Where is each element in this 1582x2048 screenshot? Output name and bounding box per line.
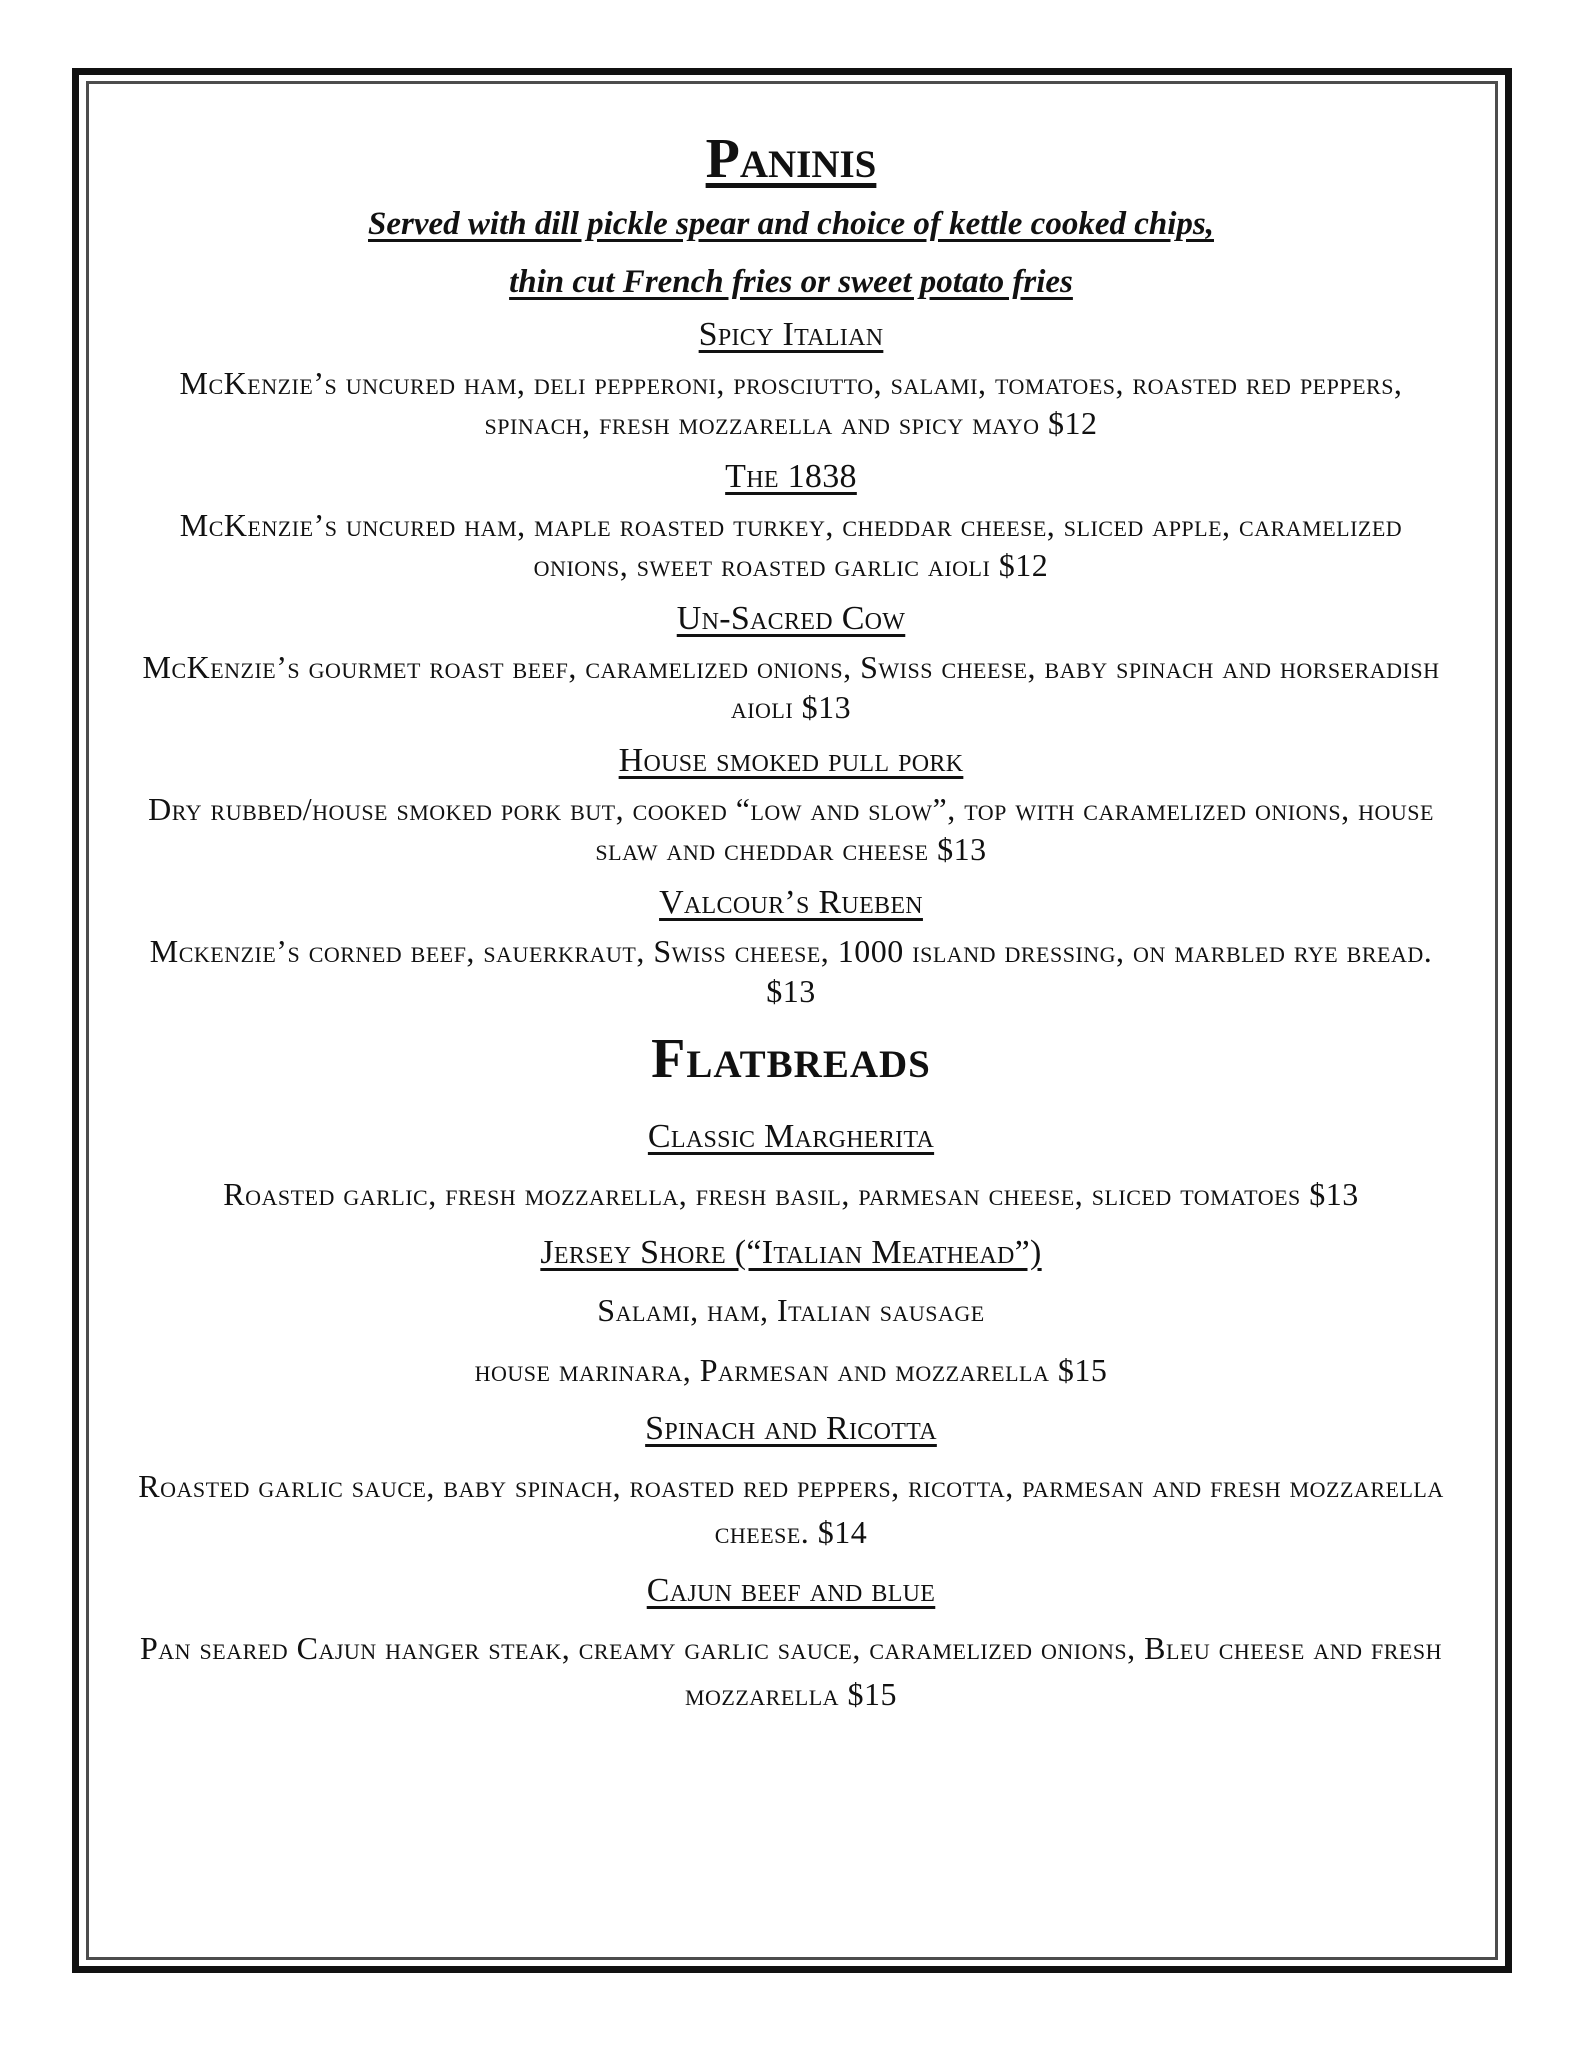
menu-item (130, 1569, 1452, 1717)
item-name: Cajun beef and blue (646, 1572, 936, 1609)
item-description: Dry rubbed/house smoked pork but, cooked “low and slow”, top with caramelized onions, house slaw and cheddar cheese $13 (148, 791, 1434, 867)
item-name: The 1838 (725, 458, 857, 495)
menu-item (130, 1115, 1452, 1217)
item-name: Jersey Shore (“Italian Meathead”) (540, 1234, 1042, 1271)
menu-item (130, 1231, 1452, 1393)
menu-content (130, 120, 1452, 1731)
item-description: Mckenzie’s corned beef, sauerkraut, Swiss cheese, 1000 island dressing, on marbled rye bread. $13 (149, 933, 1433, 1009)
menu-item (130, 313, 1452, 443)
menu-item (130, 597, 1452, 727)
item-name: Valcour’s Rueben (659, 884, 923, 921)
item-description: McKenzie’s uncured ham, deli pepperoni, prosciutto, salami, tomatoes, roasted red peppers, spinach, fresh mozzarella and spicy mayo $12 (179, 365, 1403, 441)
item-description: McKenzie’s gourmet roast beef, caramelized onions, Swiss cheese, baby spinach and horseradish aioli $13 (142, 649, 1440, 725)
item-name: Spinach and Ricotta (645, 1410, 937, 1447)
paninis-section (130, 123, 1452, 1011)
menu-item (130, 1407, 1452, 1555)
paninis-title: Paninis (705, 128, 877, 190)
item-name: House smoked pull pork (618, 742, 964, 779)
item-description: Pan seared Cajun hanger steak, creamy garlic sauce, caramelized onions, Bleu cheese and fresh mozzarella $15 (139, 1630, 1442, 1712)
item-description: Roasted garlic, fresh mozzarella, fresh basil, parmesan cheese, sliced tomatoes $13 (223, 1176, 1359, 1212)
item-description-line1: Salami, ham, Italian sausage (597, 1292, 985, 1328)
paninis-subtitle-line2: thin cut French fries or sweet potato fries (509, 264, 1073, 300)
menu-item (130, 881, 1452, 1011)
item-description (130, 1287, 1452, 1393)
menu-item (130, 455, 1452, 585)
item-name: Un-Sacred Cow (676, 600, 906, 637)
paninis-subtitle-line1: Served with dill pickle spear and choice of kettle cooked chips, (368, 206, 1214, 242)
item-description-line2: house marinara, Parmesan and mozzarella $15 (474, 1352, 1108, 1388)
item-description: Roasted garlic sauce, baby spinach, roasted red peppers, ricotta, parmesan and fresh mozzarella cheese. $14 (138, 1468, 1444, 1550)
item-name: Classic Margherita (647, 1118, 935, 1155)
flatbreads-title: Flatbreads (651, 1028, 931, 1090)
item-description: McKenzie’s uncured ham, maple roasted turkey, cheddar cheese, sliced apple, caramelized onions, sweet roasted garlic aioli $12 (179, 507, 1403, 583)
item-name: Spicy Italian (698, 316, 884, 353)
flatbreads-section (130, 1023, 1452, 1717)
menu-item (130, 739, 1452, 869)
